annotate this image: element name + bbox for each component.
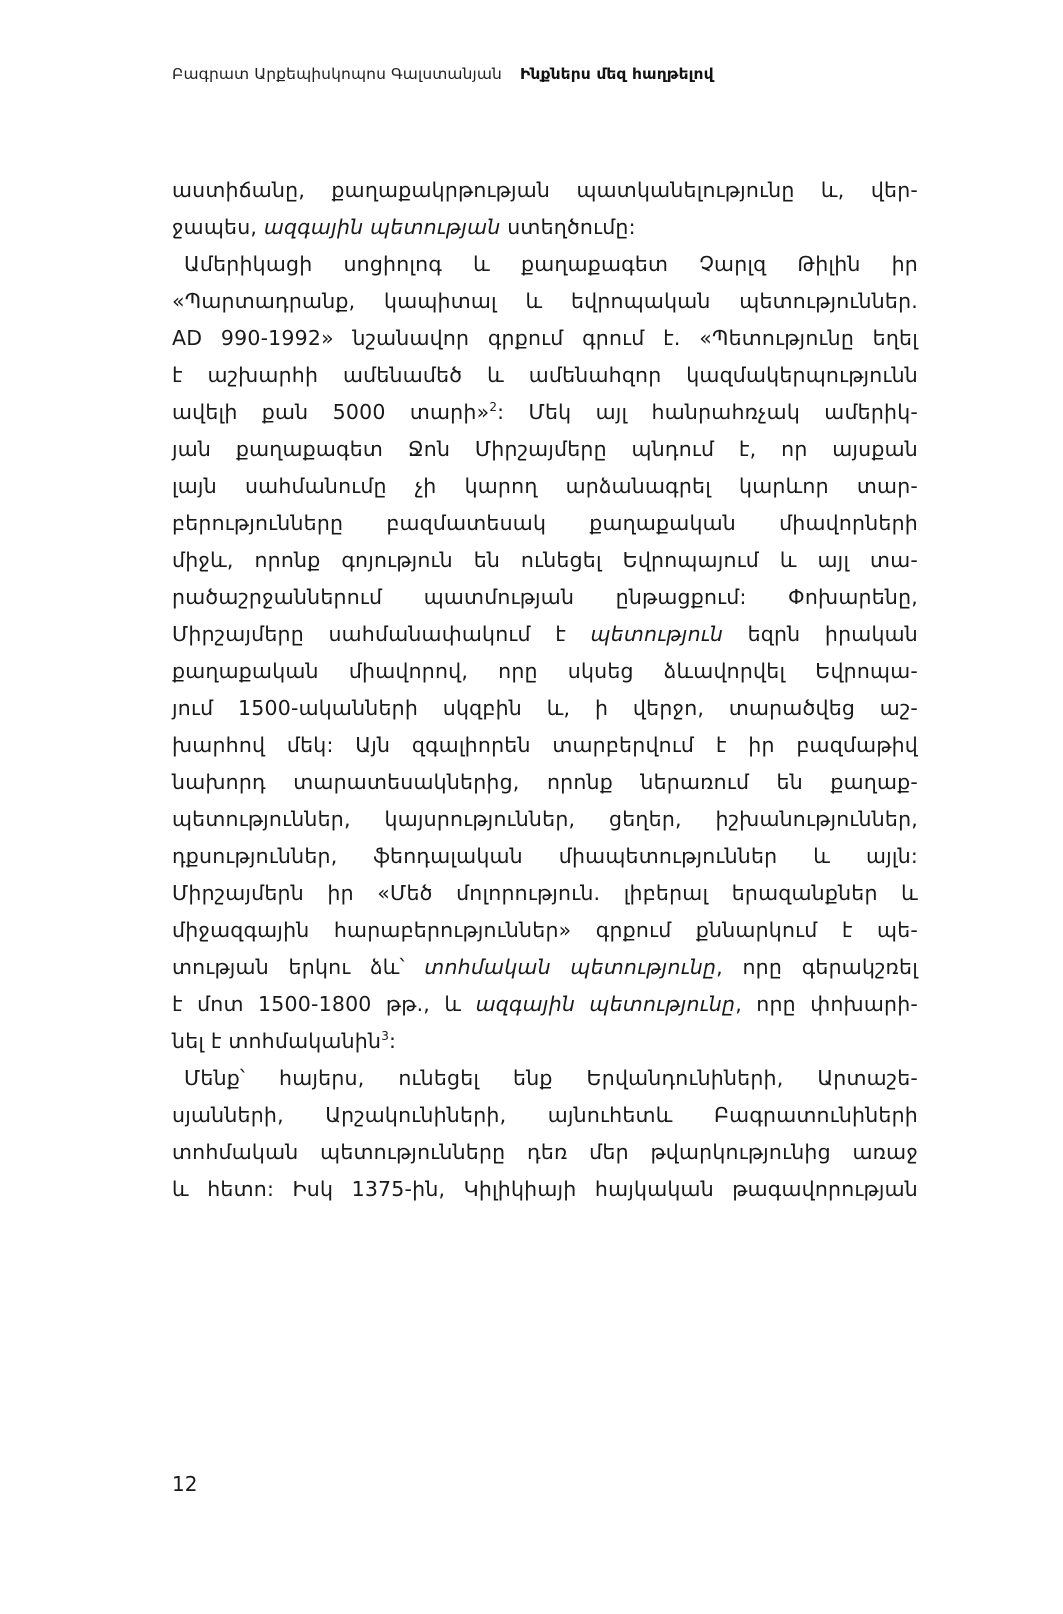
- text-segment: քաղաքական միավորով, որը սկսեց ձևավորվել Եվրոպա-: [172, 659, 918, 683]
- text-segment: Միրշայմերը սահմանափակում է: [172, 622, 591, 646]
- running-header: [172, 62, 714, 86]
- text-segment: սյանների, Արշակունիների, այնուհետև Բագրատունիների: [172, 1103, 918, 1127]
- italic-term: պետություն: [590, 622, 724, 646]
- footnote-reference: 2: [489, 400, 498, 414]
- text-segment: Միրշայմերն իր «Մեծ մոլորություն. լիբերալ երազանքներ և: [172, 881, 918, 905]
- text-line: [172, 727, 918, 764]
- text-segment: տոհմական պետությունները դեռ մեր թվարկությունից առաջ: [172, 1140, 918, 1164]
- text-line: [172, 801, 918, 838]
- text-line: [172, 246, 918, 283]
- text-segment: եզրն իրական: [723, 622, 918, 646]
- text-segment: , որը գերակշռել: [716, 955, 919, 979]
- text-segment: Ամերիկացի սոցիոլոգ և քաղաքագետ Չարլզ Թիլին իր: [184, 252, 918, 276]
- text-line: [172, 764, 918, 801]
- text-line: [172, 283, 918, 320]
- text-segment: միջև, որոնք գոյություն են ունեցել Եվրոպայում և այլ տա-: [172, 548, 918, 572]
- text-line: [172, 986, 918, 1023]
- text-segment: միջազգային հարաբերություններ» գրքում քննարկում է պե-: [172, 918, 918, 942]
- text-line: [172, 320, 918, 357]
- text-segment: , որը փոխարի-: [735, 992, 918, 1016]
- text-segment: ստեղծումը:: [500, 215, 636, 239]
- text-segment: տության երկու ձև՝: [172, 955, 425, 979]
- text-segment: է մոտ 1500-1800 թթ., և: [172, 992, 476, 1016]
- text-segment: րածաշրջաններում պատմության ընթացքում: Փոխարենը,: [172, 585, 918, 609]
- text-segment: է աշխարհի ամենամեծ և ամենահզոր կազմակերպությունն: [172, 363, 918, 387]
- text-segment: լայն սահմանումը չի կարող արձանագրել կարևոր տար-: [172, 474, 918, 498]
- text-line: [172, 1023, 918, 1060]
- text-segment: ջապես,: [172, 215, 264, 239]
- text-segment: «Պարտադրանք, կապիտալ և եվրոպական պետություններ.: [172, 289, 918, 313]
- page-number: 12: [172, 1472, 198, 1496]
- text-line: [172, 394, 918, 431]
- text-line: [172, 1134, 918, 1171]
- text-segment: բերությունները բազմատեսակ քաղաքական միավորների: [172, 511, 918, 535]
- text-segment: աստիճանը, քաղաքակրթության պատկանելությունը և, վեր-: [172, 178, 918, 202]
- text-segment: խարհով մեկ: Այն զգալիորեն տարբերվում է իր բազմաթիվ: [172, 733, 918, 757]
- text-segment: : Մեկ այլ հանրահռչակ ամերիկ-: [497, 400, 918, 424]
- text-line: [172, 838, 918, 875]
- text-segment: :: [389, 1029, 397, 1053]
- text-segment: ավելի քան 5000 տարի»: [172, 400, 490, 424]
- text-line: [172, 1171, 918, 1208]
- italic-term: ազգային պետությունը: [475, 992, 736, 1016]
- text-line: [172, 579, 918, 616]
- text-line: [172, 431, 918, 468]
- text-line: [172, 209, 918, 246]
- text-segment: AD 990-1992» նշանավոր գրքում գրում է. «Պետությունը եղել: [172, 326, 918, 350]
- text-line: [172, 875, 918, 912]
- text-segment: պետություններ, կայսրություններ, ցեղեր, իշխանություններ,: [172, 807, 918, 831]
- header-author: Բագրատ Արքեպիսկոպոս Գալստանյան: [172, 65, 502, 83]
- text-line: [172, 616, 918, 653]
- text-line: [172, 542, 918, 579]
- text-segment: յան քաղաքագետ Ջոն Միրշայմերը պնդում է, որ այսքան: [172, 437, 918, 461]
- italic-term: տոհմական պետությունը: [424, 955, 717, 979]
- text-line: [172, 949, 918, 986]
- text-segment: և հետո: Իսկ 1375-ին, Կիլիկիայի հայկական թագավորության: [172, 1177, 918, 1201]
- header-book-title: Ինքներս մեզ հաղթելով: [519, 65, 714, 83]
- text-line: [172, 1097, 918, 1134]
- text-segment: յում 1500-ականների սկզբին և, ի վերջո, տարածվեց աշ-: [172, 696, 918, 720]
- text-line: [172, 912, 918, 949]
- text-line: [172, 505, 918, 542]
- italic-term: ազգային պետության: [263, 215, 501, 239]
- text-line: [172, 653, 918, 690]
- text-segment: նել է տոհմականին: [172, 1029, 382, 1053]
- text-segment: դքսություններ, ֆեոդալական միապետություններ և այլն:: [172, 844, 918, 868]
- text-line: [172, 172, 918, 209]
- text-line: [172, 690, 918, 727]
- text-segment: Մենք՝ հայերս, ունեցել ենք Երվանդունիների, Արտաշե-: [184, 1066, 918, 1090]
- text-segment: նախորդ տարատեսակներից, որոնք ներառում են քաղաք-: [172, 770, 918, 794]
- footnote-reference: 3: [381, 1029, 390, 1043]
- text-line: [172, 357, 918, 394]
- text-line: [172, 468, 918, 505]
- page-body-text: [172, 172, 918, 1208]
- text-line: [172, 1060, 918, 1097]
